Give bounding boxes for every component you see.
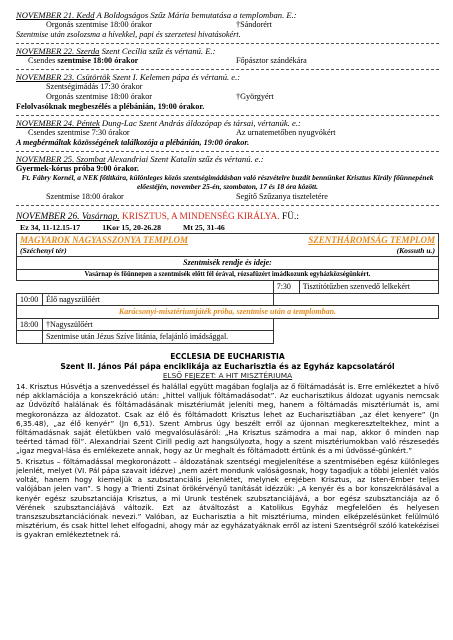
schedule-intention: †Nagyszülőért (43, 318, 274, 331)
schedule-row (17, 293, 439, 306)
reading-1: Ez 34, 11-12.15-17 (20, 223, 81, 233)
adoration-line: Szentségimádás 17:30 órakor (46, 82, 143, 92)
notice-row: Vasárnap és főünnepen a szentmisék előtt fél órával, rózsafüzért imádkozunk egyházközségünkért. (17, 269, 439, 280)
schedule-row (17, 318, 439, 331)
paragraph-14: 14. Krisztus Húsvétja a szenvedéssel és halállal együtt magában foglalja az ő föltámadását is. Erre emlékeztet a hívő nép akklamációja a konszekráció után: „hittel valljuk föltámadásodat”. Az eucharisztikus áldozat ugyanis nemcsak az Üdvözítő halálának és föltámadásának misztériumát jeleníti meg, hanem a föltámadás misztériumát is, ami megkoronázza az áldozatot. Csak az élő és föltámadott Krisztus lehet az Eucharisztiában „az élet kenyere” (Jn 6,35.48), „az élő kenyér” (Jn 6,51). Szent Ambrus úgy beszélt erről az újonnan megkereszteltekhez, mint a föltámadásnak saját életükben való megvalósulásáról: „Ha Krisztus számodra a mai nap, akkor ő minden nap teérted támad föl”. Alexandriai Szent Cirill pedig azt hangsúlyozta, hogy a szent misztériumokban való részesedés „igaz megval-lása és emlékezete annak, hogy az Úr meghalt és föltámadott értünk és a mi üdvössé-günkért.” (16, 381, 439, 456)
day-title: NOVEMBER 25. Szombat Alexandriai Szent Katalin szűz és vértanú. e.: (16, 154, 264, 164)
litany-row (17, 331, 439, 344)
day-note: A megbérmáltak közösségének találkozója a plébánián, 19:00 órakor. (16, 138, 250, 148)
day-entry-nov24 (16, 116, 439, 152)
litany-text: Szentmise után Jézus Szíve litánia, felajánló imádsággal. (43, 331, 274, 344)
mass-line: Orgonás szentmise 18:00 órakor †Sándorért (46, 20, 272, 30)
mass-line: Orgonás szentmise 18:00 órakor †Györgyért (46, 92, 274, 102)
encyclical-heading: ECCLESIA DE EUCHARISTIA (170, 352, 285, 361)
day-title: NOVEMBER 23. Csütörtök Szent I. Kelemen pápa és vértanú. e.: (16, 72, 241, 83)
schedule-time: 18:00 (17, 318, 43, 331)
sunday-title: NOVEMBER 26. Vasárnap. KRISZTUS, A MINDENSÉG KIRÁLYA. FÜ.: (16, 211, 299, 222)
schedule-intention: Tisztítótűzben szenvedő lelkekért (299, 281, 438, 294)
chapter-title: ELSŐ FEJEZET: A HIT MISZTÉRIUMA (162, 371, 293, 381)
encyclical-subheading: Szent II. János Pál pápa enciklikája az Eucharisztia és az Egyház kapcsolatáról (60, 361, 395, 371)
schedule-time: 10:00 (17, 293, 43, 306)
rehearsal-row: Karácsonyi-misztériumjáték próba, szentmise után a templomban. (17, 306, 439, 319)
day-entry-nov25 (16, 152, 439, 206)
day-entry-nov23 (16, 70, 439, 116)
mass-line: Szentmise 18:00 órakor Segítő Szűzanya tiszteletére (46, 191, 328, 201)
schedule-row (17, 281, 439, 294)
encyclical-section (16, 352, 439, 540)
readings (16, 223, 439, 232)
day-entry-nov21 (16, 8, 439, 44)
schedule-time: 7:30 (273, 281, 299, 294)
mass-line: Csendes szentmise 18:00 órakor Főpásztor szándékára (28, 56, 307, 66)
reading-2: 1Kor 15, 20-26.28 (102, 223, 161, 233)
church-left-name: MAGYAROK NAGYASSZONYA TEMPLOM (20, 235, 189, 246)
church-left-place: (Széchenyi tér) (20, 246, 67, 256)
adoration-notice: Ft. Fábry Kornél, a NEK főtitkára, különleges közös szentségimádásban való részvételre buzdít bennünket Krisztus Király főünnepének előestéjén, november 25-én, szombaton, 17 és 18 óra között. (21, 173, 434, 192)
mass-schedule-table (16, 233, 439, 344)
sunday-section (16, 212, 439, 344)
feast-name: KRISZTUS, A MINDENSÉG KIRÁLYA. (121, 211, 280, 222)
day-note: Felolvasóknak megbeszélés a plébánián, 19:00 órakor. (16, 102, 205, 112)
schedule-intention: Élő nagyszülőért (43, 293, 274, 306)
church-right-place: (Kossuth u.) (396, 246, 435, 256)
church-right-name: SZENTHÁROMSÁG TEMPLOM (308, 235, 435, 246)
day-title: NOVEMBER 24. Péntek Dung-Lac Szent András áldozópap és társai, vértanúk. e.: (16, 118, 301, 128)
day-title: NOVEMBER 21. Kedd A Boldogságos Szűz Mária bemutatása a templomban. E.: (16, 10, 297, 20)
choir-note: Gyermek-kórus próba 9:00 órakor. (16, 164, 139, 174)
reading-3: Mt 25, 31-46 (182, 223, 225, 233)
day-title: NOVEMBER 22. Szerda Szent Cecília szűz és vértanú. E.: (16, 46, 216, 56)
order-row: Szentmisék rendje és ideje: (17, 257, 439, 270)
mass-line: Csendes szentmise 7:30 órakor Az urnatemetőben nyugvókért (28, 128, 336, 138)
day-note: Szentmise után zsolozsma a hívekkel, papi és szerzetesi hivatásokért. (16, 30, 241, 40)
paragraph-15: 5. Krisztus – föltámadással megkoronázott – áldozatának szentségi megjelenítése a szentmisében egész különleges jelenlét, melyet (VI. Pál pápa szavait idézve) „nem azért mondunk valóságosnak, hogy tagadjuk a többi jelenlét valós voltát, hanem hogy kiemeljük a szubsztanciális jelenlétet, melynek erejében Krisztus, az Isten-Ember teljes valójában jelen van”. S hogy a Trienti Zsinat örökérvényű tanítását idézzük: „A kenyér és a bor konszekrálásával a kenyér egész szubsztanciája Krisztus, a mi Urunk testének szubsztanciájává, a bor egész szubsztanciája az ő Vérének szubsztanciájává változik. Ezt az átváltozást a Katolikus Egyház megfelelően és helyesen transzszubsztanciációnak nevezi.” Valóban, az Eucharisztia a hit misztériuma, minden elképzelésünket felülmúló misztérium, és csak hittel lehet elfogadni, ahogy már az egyházatyáknak erről az isteni Szentségről szóló katekézisei is gyakran emlékeztetnek rá. (16, 456, 439, 540)
church-header-row (17, 234, 439, 257)
day-entry-nov22 (16, 44, 439, 70)
